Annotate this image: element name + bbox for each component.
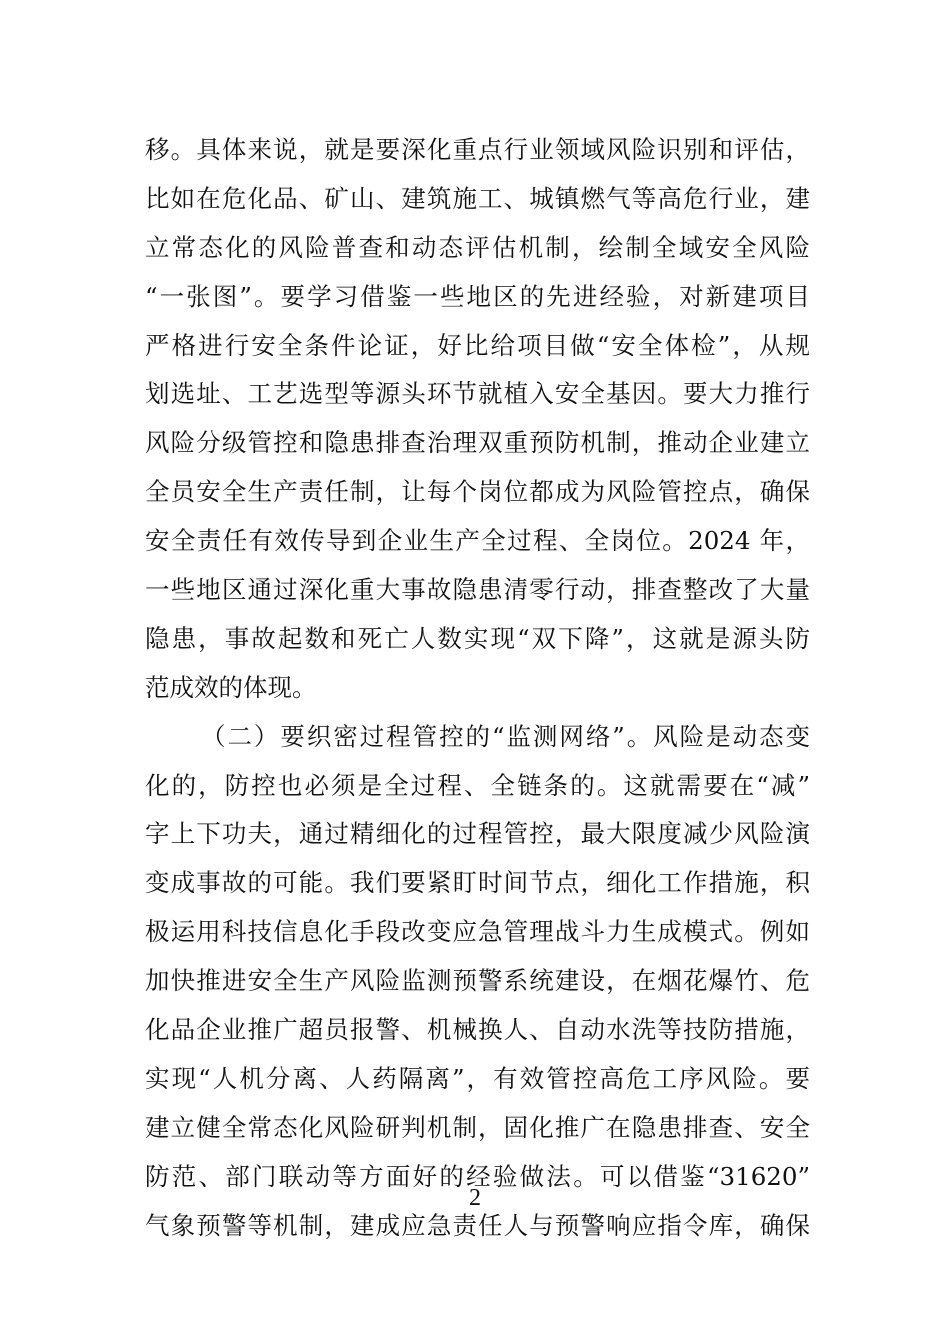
section-heading-line: （二）要织密过程管控的“监测网络”。风险是动态变 xyxy=(201,721,810,751)
text-line: 隐患，事故起数和死亡人数实现“双下降”，这就是源头防 xyxy=(145,623,810,653)
text-line: 字上下功夫，通过精细化的过程管控，最大限度减少风险演 xyxy=(145,819,810,849)
text-line: 风险分级管控和隐患排查治理双重预防机制，推动企业建立 xyxy=(145,428,810,458)
text-line: 实现“人机分离、人药隔离”，有效管控高危工序风险。要 xyxy=(145,1063,810,1093)
text-line: 一些地区通过深化重大事故隐患清零行动，排查整改了大量 xyxy=(145,575,810,605)
text-line: 比如在危化品、矿山、建筑施工、城镇燃气等高危行业，建 xyxy=(145,183,810,213)
body-text xyxy=(145,126,810,1250)
text-line: 划选址、工艺选型等源头环节就植入安全基因。要大力推行 xyxy=(145,379,810,409)
text-line: 立常态化的风险普查和动态评估机制，绘制全域安全风险 xyxy=(145,232,810,262)
text-line: 范成效的体现。 xyxy=(145,672,317,702)
text-line: 化的，防控也必须是全过程、全链条的。这就需要在“减” xyxy=(145,770,810,800)
text-line: 极运用科技信息化手段改变应急管理战斗力生成模式。例如 xyxy=(145,917,810,947)
page-number: 2 xyxy=(469,1185,481,1211)
text-line: 严格进行安全条件论证，好比给项目做“安全体检”，从规 xyxy=(145,330,810,360)
text-line: 移。具体来说，就是要深化重点行业领域风险识别和评估， xyxy=(145,135,810,164)
text-line: 变成事故的可能。我们要紧盯时间节点，细化工作措施，积 xyxy=(145,868,810,898)
text-line: 全员安全生产责任制，让每个岗位都成为风险管控点，确保 xyxy=(145,477,810,507)
text-line: 化品企业推广超员报警、机械换人、自动水洗等技防措施， xyxy=(145,1015,810,1045)
text-line: 安全责任有效传导到企业生产全过程、全岗位。2024 年， xyxy=(145,526,810,556)
text-line: 加快推进安全生产风险监测预警系统建设，在烟花爆竹、危 xyxy=(145,966,810,996)
text-line: 防范、部门联动等方面好的经验做法。可以借鉴“31620” xyxy=(145,1161,810,1191)
text-line: 建立健全常态化风险研判机制，固化推广在隐患排查、安全 xyxy=(145,1112,810,1142)
text-line: 气象预警等机制，建成应急责任人与预警响应指令库，确保 xyxy=(145,1210,810,1240)
text-line: “一张图”。要学习借鉴一些地区的先进经验，对新建项目 xyxy=(145,281,810,311)
